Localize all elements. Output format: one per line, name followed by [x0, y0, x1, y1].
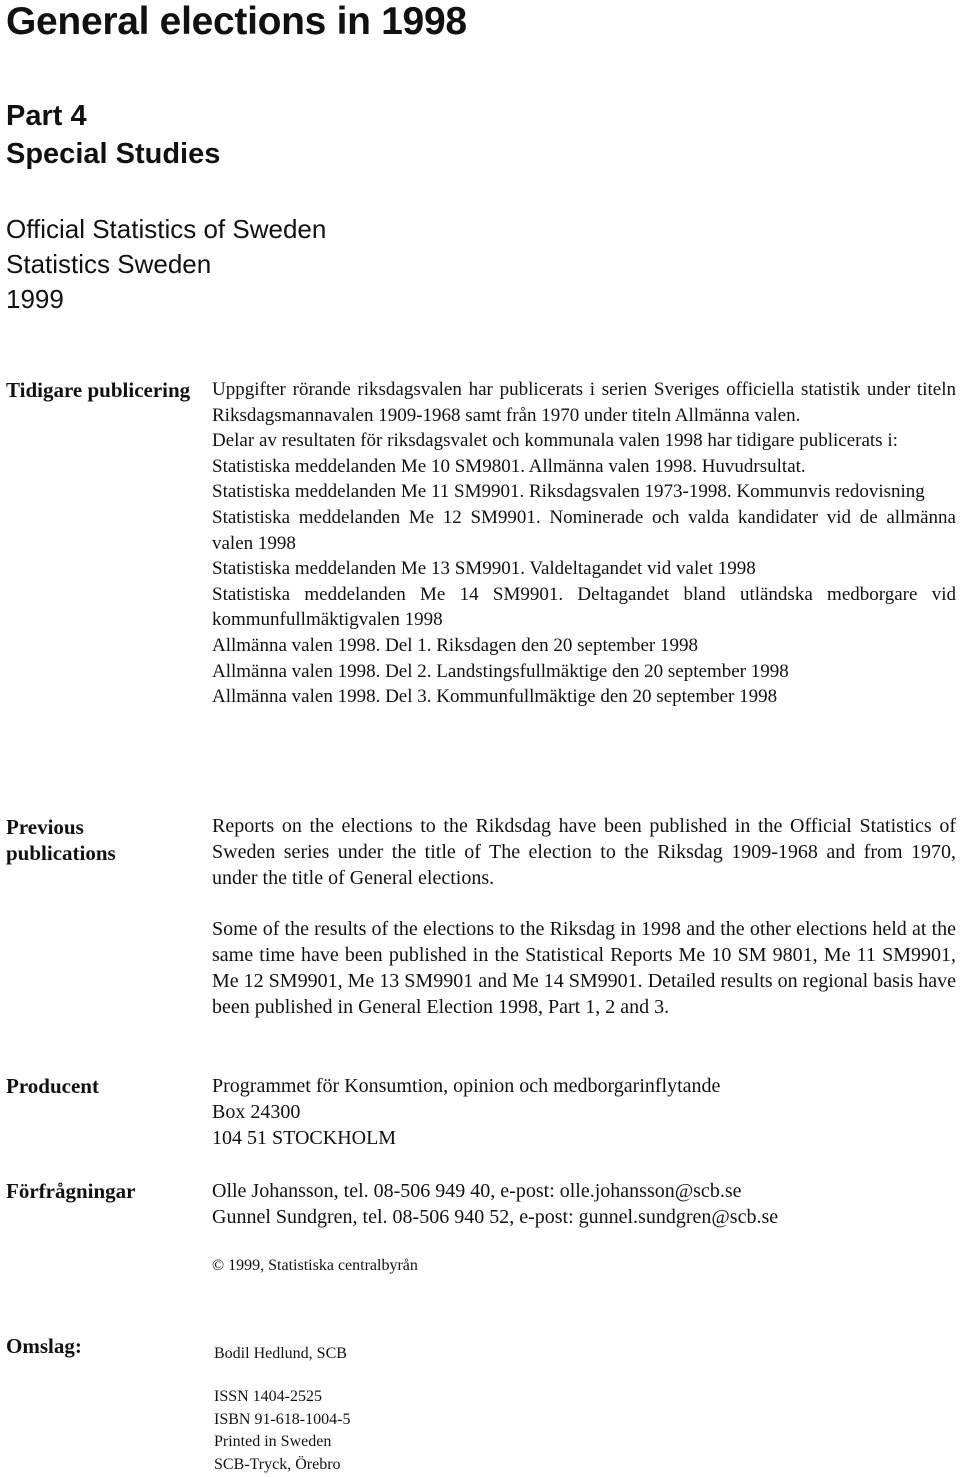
producent-line: Programmet för Konsumtion, opinion och medborgarinflytande	[212, 1075, 721, 1097]
tidigare-delar: Delar av resultaten för riksdagsvalet och kommunala valen 1998 har tidigare publicerats i:	[212, 430, 898, 452]
tidigare-publicering-label: Tidigare publicering	[6, 378, 191, 402]
tidigare-list-item: Statistiska meddelanden Me 14 SM9901. Deltagandet bland utländska medborgare vid kommunfullmäktigvalen 1998	[212, 583, 956, 631]
previous-label-line: Previous	[6, 815, 84, 839]
forfragningar-label: Förfrågningar	[6, 1179, 136, 1203]
previous-publications-label	[6, 814, 116, 866]
printed-in: Printed in Sweden	[214, 1433, 332, 1450]
previous-label-line: publications	[6, 841, 116, 865]
producent-line: Box 24300	[212, 1101, 301, 1123]
document-title: General elections in 1998	[6, 0, 467, 43]
producent-address	[212, 1073, 956, 1151]
tidigare-list-item: Statistiska meddelanden Me 11 SM9901. Riksdagsvalen 1973-1998. Kommunvis redovisning	[212, 481, 925, 503]
forfragningar-contacts	[212, 1178, 956, 1230]
part-number: Part 4	[6, 100, 87, 132]
contact-line: Olle Johansson, tel. 08-506 949 40, e-post: olle.johansson@scb.se	[212, 1180, 742, 1202]
printer: SCB-Tryck, Örebro	[214, 1455, 341, 1473]
producent-label: Producent	[6, 1074, 99, 1098]
tidigare-list-item: Statistiska meddelanden Me 12 SM9901. Nominerade och valda kandidater vid de allmänna valen 1998	[212, 506, 956, 554]
cover-credit: Bodil Hedlund, SCB	[214, 1345, 347, 1362]
previous-paragraph: Some of the results of the elections to the Riksdag in 1998 and the other elections held at the same time have been published in the Statistical Reports Me 10 SM 9801, Me 11 SM9901, Me 12 SM9901, Me 13 SM9901 and Me 14 SM9901. Detailed results on regional basis have been published in General Election 1998, Part 1, 2 and 3.	[212, 918, 956, 1018]
isbn: ISBN 91-618-1004-5	[214, 1410, 351, 1428]
omslag-label: Omslag:	[6, 1334, 82, 1358]
tidigare-publicering-section	[212, 377, 956, 710]
subtitle: Special Studies	[6, 138, 221, 170]
tidigare-list-item: Allmänna valen 1998. Del 3. Kommunfullmäktige den 20 september 1998	[212, 686, 778, 708]
producent-line: 104 51 STOCKHOLM	[212, 1127, 397, 1149]
tidigare-list-item: Allmänna valen 1998. Del 1. Riksdagen den 20 september 1998	[212, 634, 698, 656]
issn: ISSN 1404-2525	[214, 1388, 323, 1405]
colophon	[214, 1386, 350, 1476]
previous-paragraph: Reports on the elections to the Rikdsdag have been published in the Official Statistics of Sweden series under the title of The election to the Riksdag 1909-1968 and from 1970, under the title of General elections.	[212, 815, 956, 889]
publisher-name: Statistics Sweden	[6, 249, 212, 279]
tidigare-intro: Uppgifter rörande riksdagsvalen har publicerats i serien Sveriges officiella statistik under titeln Riksdagsmannavalen 1909-1968 samt från 1970 under titeln Allmänna valen.	[212, 379, 956, 426]
previous-publications-section	[212, 813, 956, 1020]
series-name: Official Statistics of Sweden	[6, 214, 327, 244]
contact-line: Gunnel Sundgren, tel. 08-506 940 52, e-post: gunnel.sundgren@scb.se	[212, 1206, 779, 1228]
publication-year: 1999	[6, 284, 64, 314]
tidigare-list-item: Statistiska meddelanden Me 10 SM9801. Allmänna valen 1998. Huvudrsultat.	[212, 455, 806, 477]
tidigare-list-item: Statistiska meddelanden Me 13 SM9901. Valdeltagandet vid valet 1998	[212, 558, 756, 580]
tidigare-list-item: Allmänna valen 1998. Del 2. Landstingsfullmäktige den 20 september 1998	[212, 660, 789, 682]
copyright-notice: © 1999, Statistiska centralbyrån	[212, 1257, 418, 1274]
